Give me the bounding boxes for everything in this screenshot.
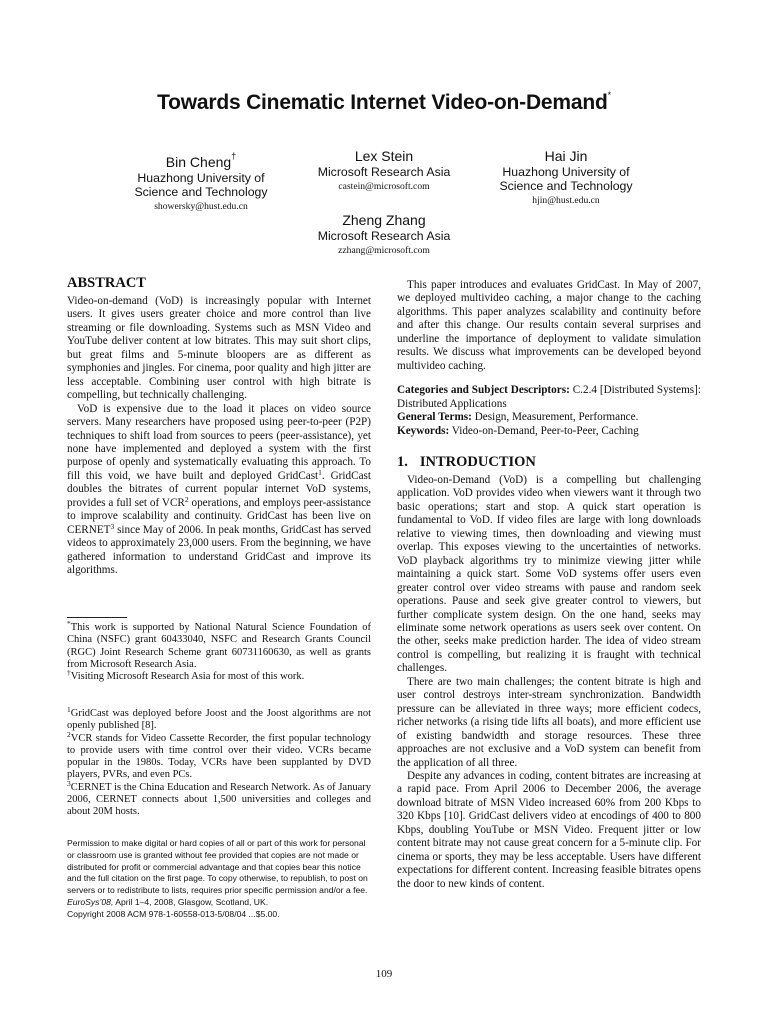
- left-column: [67, 274, 371, 578]
- author-email[interactable]: zzhang@microsoft.com: [338, 245, 430, 256]
- author-affiliation: Science and Technology: [134, 185, 268, 199]
- author-affiliation: Science and Technology: [499, 179, 633, 193]
- intro-paragraph: Despite any advances in coding, content bitrates are increasing at a rapid pace. From April 2006 to December 2006, the average download bitrate of MSN Video increased 60% from 200 Kbps to 320 Kbps [10]. GridCast delivers video at encodings of 400 to 800 Kbps, doubling YouTube or MSN Video. Frequent jitter or low content bitrate may not cause great concern for a 5-minute clip. For cinema or sports, they may be less acceptable. Users have different expectations for different content. Increasing feasible bitrates opens the door to new kinds of content.: [397, 769, 701, 890]
- footnote-star: *This work is supported by National Natural Science Foundation of China (NSFC) grant 60433040, NSFC and Research Grants Council (RGC) Joint Research Scheme grant 60731160630, as well as grants from Microsoft Research Asia.: [67, 619, 371, 670]
- author-name: Zheng Zhang: [342, 212, 426, 228]
- keywords-line: Keywords: Video-on-Demand, Peer-to-Peer, Caching: [397, 424, 639, 437]
- abstract-paragraph: Video-on-demand (VoD) is increasingly popular with Internet users. It gives users greater choice and more control than live streaming or file downloading. Systems such as MSN Video and YouTube deliver content at low bitrates. This may suit short clips, but great films and 5-minute bloopers are as different as symphonies and jingles. For cinema, poor quality and high jitter are less acceptable. Combining user control with high bitrate is compelling, but technically challenging.: [67, 295, 371, 402]
- intro-paragraph: There are two main challenges; the content bitrate is high and user control destroys inter-stream synchronization. Bandwidth pressure can be alleviated in three ways; more efficient codecs, richer networks (a rising tide lifts all boats), and more efficient use of existing bandwidth and storage resources. These three approaches are not exclusive and a VoD system can benefit from the application of all three.: [397, 675, 701, 769]
- footnotes-numbered: [67, 705, 371, 819]
- footnote-rule: [67, 617, 127, 618]
- right-column: [397, 279, 701, 891]
- author-name: Hai Jin: [544, 148, 588, 164]
- footnotes-block: [67, 619, 371, 683]
- footnote-1: $^1$GridCast was deployed before Joost and the Joost algorithms are not openly published [8].: [67, 705, 371, 732]
- categories-line: Categories and Subject Descriptors: C.2.4 [Distributed Systems]: Distributed Applications: [397, 384, 701, 410]
- venue-line: EuroSys’08, April 1–4, 2008, Glasgow, Scotland, UK.: [67, 896, 269, 907]
- page-number: 109: [375, 968, 393, 980]
- author-name: Bin Cheng: [165, 154, 232, 170]
- intro-paragraph: Video-on-Demand (VoD) is a compelling but challenging application. VoD provides video when viewers want it through two basic operations; start and stop. A quick start operation is fundamental to VoD. If video files are large with long downloads relative to viewing times, then downloading and viewing must overlap. This exposes viewing to the uncertainties of networks. VoD playback algorithms try to minimize viewing jitter while maintaining a quick start. Some VoD systems offer users even greater control over video streams with pause and random seek operations. Pause and seek give greater control to viewers, but further complicate system design. On the one hand, seeks may eliminate some network operations as users seek over content. On the other, seeks make prediction harder. The idea of video stream control is compelling, but realizing it is fraught with technical challenges.: [397, 473, 701, 675]
- author-affiliation: Microsoft Research Asia: [317, 229, 451, 243]
- author-affiliation: Microsoft Research Asia: [317, 165, 451, 179]
- author-affiliation: Huazhong University of: [502, 165, 630, 179]
- permission-notice: [67, 838, 371, 921]
- author-hai-jin: [478, 148, 654, 208]
- author-lex-stein: [296, 148, 472, 194]
- author-name: Lex Stein: [354, 148, 414, 164]
- author-email[interactable]: castein@microsoft.com: [338, 181, 430, 192]
- abstract-heading: ABSTRACT: [67, 275, 146, 291]
- author-email[interactable]: showersky@hust.edu.cn: [154, 201, 248, 212]
- introduction-heading: 1. INTRODUCTION: [397, 453, 536, 470]
- footnote-ref: 3: [110, 521, 115, 531]
- footnote-2: $^2$VCR stands for Video Cassette Recorder, the first popular technology to provide users with time control over their video. VCRs became popular in the 1980s. Today, VCRs have been supplanted by DVD players, PVRs, and even PCs.: [67, 729, 371, 781]
- footnote-ref: 1: [318, 467, 322, 477]
- general-terms-line: General Terms: Design, Measurement, Performance.: [397, 411, 639, 424]
- copyright-line: Copyright 2008 ACM 978-1-60558-013-5/08/04 ...$5.00.: [67, 908, 280, 919]
- paper-title: Towards Cinematic Internet Video-on-Demand*: [157, 90, 611, 114]
- footnote-ref: 2: [184, 494, 189, 504]
- author-bin-cheng: [113, 148, 289, 214]
- permission-text: Permission to make digital or hard copies of all or part of this work for personal or classroom use is granted without fee provided that copies are not made or distributed for profit or commercial advantage and that copies bear this notice and the full citation on the first page. To copy otherwise, to republish, to post on servers or to redistribute to lists, requires prior specific permission and/or a fee.: [67, 838, 368, 896]
- author-affiliation: Huazhong University of: [137, 171, 265, 185]
- title-footnote-mark: *: [607, 90, 611, 100]
- abstract-paragraph: This paper introduces and evaluates GridCast. In May of 2007, we deployed multivideo caching, a major change to the caching algorithms. This paper analyzes scalability and continuity before and after this change. Our results contain several surprises and underline the importance of deployment to validate simulation results. We discuss what improvements can be developed beyond multivideo caching.: [397, 279, 701, 372]
- author-email[interactable]: hjin@hust.edu.cn: [532, 195, 600, 206]
- abstract-paragraph: VoD is expensive due to the load it places on video source servers. Many researchers have proposed using peer-to-peer (P2P) techniques to shift load from sources to peers (peer-assistance), yet none have implemented and deployed a system with the first purpose of openly and systematically evaluating this approach. To fill this void, we have built and deployed GridCast$^1$. GridCast doubles the bitrates of current popular internet VoD systems, provides a full set of VCR$^2$ operations, and employs peer-assistance to improve scalability and continuity. GridCast has been live on CERNET$^3$ since May of 2006. In peak months, GridCast has served videos to approximately 23,000 users. From the beginning, we have gathered information to understand GridCast and improve its algorithms.: [67, 402, 372, 577]
- author-mark: †: [231, 151, 237, 161]
- footnote-dagger: †Visiting Microsoft Research Asia for most of this work.: [67, 668, 305, 683]
- author-zheng-zhang: [296, 212, 472, 258]
- footnote-3: $^3$CERNET is the China Education and Research Network. As of January 2006, CERNET connects about 1,500 universities and colleges and about 20M hosts.: [67, 778, 371, 818]
